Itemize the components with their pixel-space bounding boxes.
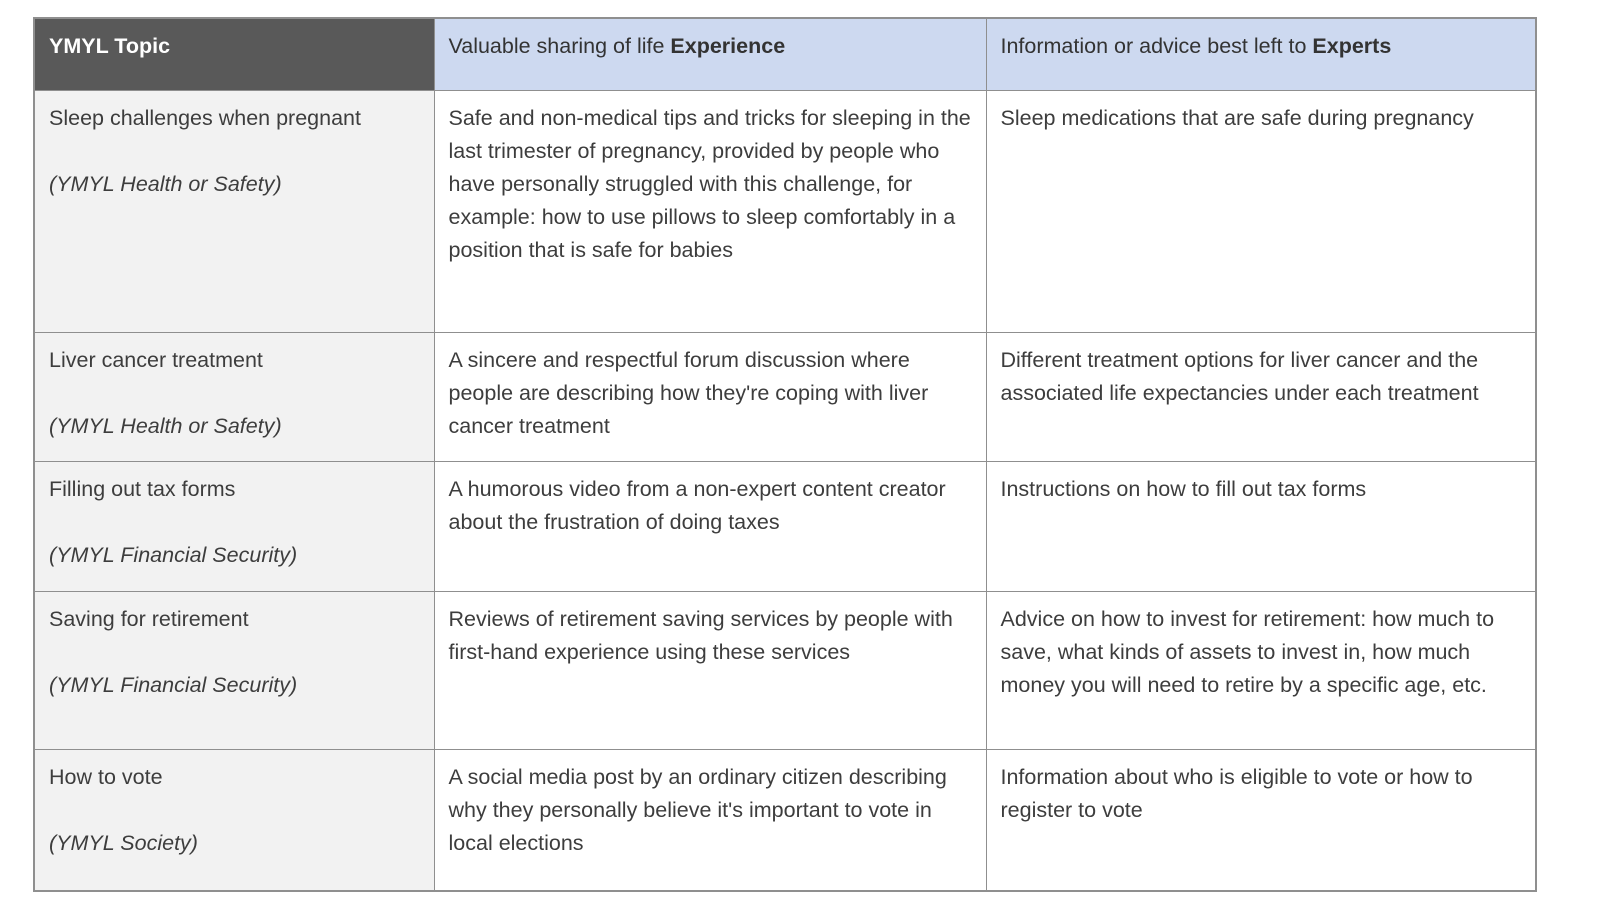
table-header-row bbox=[34, 18, 1536, 90]
experience-cell bbox=[434, 591, 986, 749]
experts-text: Information about who is eligible to vote or how to register to vote bbox=[1000, 764, 1473, 822]
experts-header-emphasis: Experts bbox=[1312, 34, 1392, 58]
experts-cell bbox=[986, 90, 1536, 332]
experience-cell bbox=[434, 332, 986, 461]
topic-category: (YMYL Society) bbox=[49, 830, 198, 855]
table-body bbox=[34, 90, 1536, 891]
experience-text: A humorous video from a non-expert content creator about the frustration of doing taxes bbox=[448, 476, 946, 534]
table-row bbox=[34, 749, 1536, 891]
experience-text: A social media post by an ordinary citizen describing why they personally believe it's important to vote in local elections bbox=[448, 764, 947, 855]
table-row bbox=[34, 90, 1536, 332]
experts-cell bbox=[986, 461, 1536, 591]
topic-text: How to vote bbox=[49, 764, 163, 789]
experts-header-prefix: Information or advice best left to bbox=[1000, 34, 1313, 58]
column-header-experience bbox=[434, 18, 986, 90]
experience-header-prefix: Valuable sharing of life bbox=[448, 34, 671, 58]
experience-text: Reviews of retirement saving services by people with first-hand experience using these services bbox=[448, 606, 953, 664]
experts-cell bbox=[986, 332, 1536, 461]
experience-header-emphasis: Experience bbox=[670, 34, 786, 58]
experience-cell bbox=[434, 90, 986, 332]
experts-cell bbox=[986, 749, 1536, 891]
experts-cell bbox=[986, 591, 1536, 749]
topic-category: (YMYL Health or Safety) bbox=[49, 171, 282, 196]
experience-text: Safe and non-medical tips and tricks for sleeping in the last trimester of pregnancy, provided by people who have personally struggled with this challenge, for example: how to use pillows to sleep comfortably in a position that is safe for babies bbox=[448, 105, 971, 262]
topic-cell bbox=[34, 749, 434, 891]
topic-text: Sleep challenges when pregnant bbox=[49, 105, 361, 130]
experts-text: Advice on how to invest for retirement: how much to save, what kinds of assets to invest in, how much money you will need to retire by a specific age, etc. bbox=[1000, 606, 1495, 697]
topic-cell bbox=[34, 461, 434, 591]
experts-text: Different treatment options for liver cancer and the associated life expectancies under each treatment bbox=[1000, 347, 1479, 405]
topic-text: Filling out tax forms bbox=[49, 476, 236, 501]
topic-category: (YMYL Financial Security) bbox=[49, 672, 298, 697]
topic-text: Saving for retirement bbox=[49, 606, 249, 631]
topic-cell bbox=[34, 90, 434, 332]
topic-category: (YMYL Financial Security) bbox=[49, 542, 298, 567]
column-header-experts bbox=[986, 18, 1536, 90]
table-row bbox=[34, 332, 1536, 461]
table-row bbox=[34, 591, 1536, 749]
experience-cell bbox=[434, 749, 986, 891]
topic-cell bbox=[34, 332, 434, 461]
experience-cell bbox=[434, 461, 986, 591]
column-header-ymyl-topic: YMYL Topic bbox=[34, 18, 434, 90]
topic-category: (YMYL Health or Safety) bbox=[49, 413, 282, 438]
experts-text: Instructions on how to fill out tax forms bbox=[1000, 476, 1367, 501]
topic-cell bbox=[34, 591, 434, 749]
experience-text: A sincere and respectful forum discussion where people are describing how they're coping with liver cancer treatment bbox=[448, 347, 929, 438]
experts-text: Sleep medications that are safe during pregnancy bbox=[1000, 105, 1474, 130]
ymyl-topics-table bbox=[33, 17, 1537, 892]
table-row bbox=[34, 461, 1536, 591]
topic-text: Liver cancer treatment bbox=[49, 347, 263, 372]
